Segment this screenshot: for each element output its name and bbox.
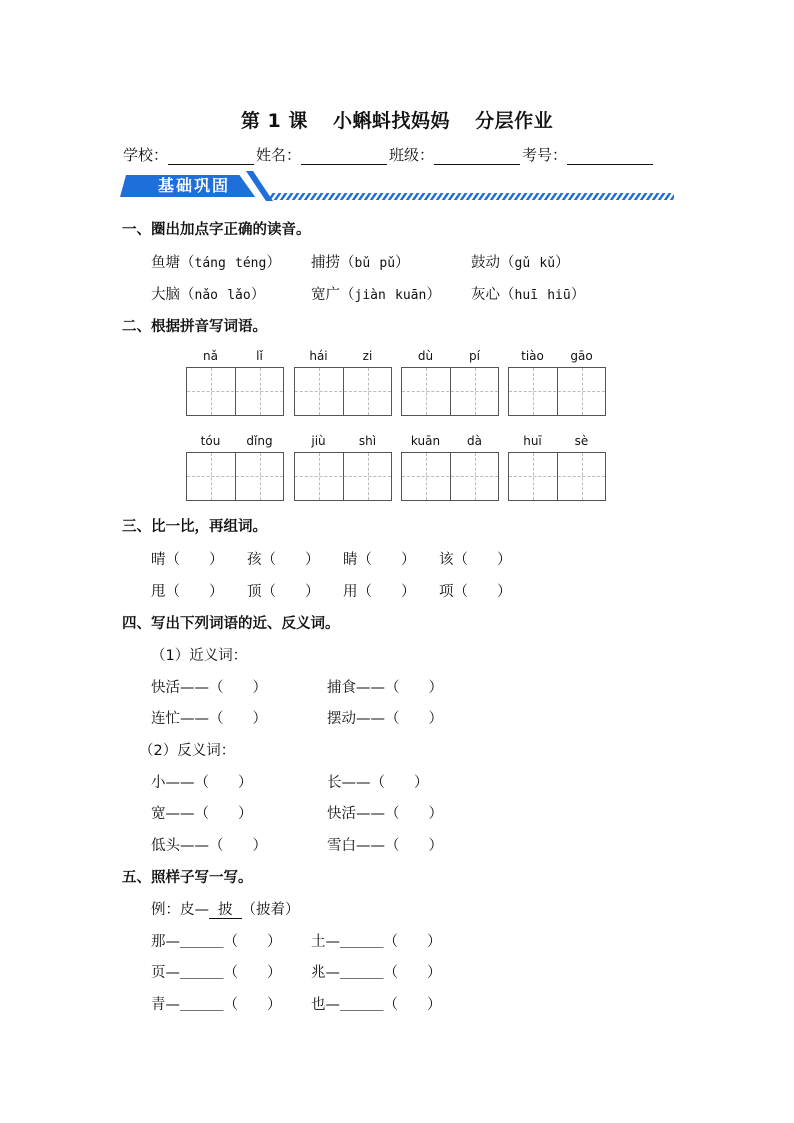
antonym-item: 快活——（ ）	[327, 806, 443, 822]
section-1-heading: 一、圈出加点字正确的读音。	[122, 222, 311, 238]
banner-label: 基础巩固	[157, 176, 230, 195]
s3-item: 孩（ ）	[247, 552, 320, 568]
s1-item: 灰心（huī hiū）	[471, 287, 586, 303]
s1-item: 捕捞（bǔ pǔ）	[311, 255, 410, 271]
synonym-item: 连忙——（ ）	[151, 711, 267, 727]
name-label: 姓名：	[256, 146, 302, 164]
synonym-subheading: （1）近义词：	[151, 648, 248, 664]
s5-item: 青—＿＿＿（ ）	[151, 997, 282, 1013]
section-2-heading: 二、根据拼音写词语。	[122, 319, 267, 335]
example-line: 例：皮— 披 （披着）	[151, 902, 300, 918]
lesson-suffix: 分层作业	[475, 110, 554, 132]
writing-box[interactable]	[294, 367, 392, 416]
s1-item: 大脑（nǎo lǎo）	[151, 287, 266, 303]
s3-item: 晴（ ）	[151, 552, 224, 568]
lesson-name: 小蝌蚪找妈妈	[332, 110, 450, 132]
s5-item: 那—＿＿＿（ ）	[151, 934, 282, 950]
s1-item: 宽广（jiàn kuān）	[311, 287, 441, 303]
exam-no-blank[interactable]	[567, 148, 653, 165]
s5-item: 也—＿＿＿（ ）	[311, 997, 442, 1013]
s3-item: 用（ ）	[343, 584, 416, 600]
antonym-item: 宽——（ ）	[151, 806, 253, 822]
writing-box[interactable]	[186, 452, 284, 501]
antonym-item: 长——（ ）	[327, 775, 429, 791]
s3-item: 甩（ ）	[151, 584, 224, 600]
synonym-item: 快活——（ ）	[151, 680, 267, 696]
writing-box[interactable]	[508, 367, 606, 416]
section-4-heading: 四、写出下列词语的近、反义词。	[122, 616, 340, 632]
class-label: 班级：	[389, 146, 435, 164]
class-blank[interactable]	[434, 148, 520, 165]
banner-hatch-bar	[270, 193, 674, 200]
s3-item: 该（ ）	[439, 552, 512, 568]
example-answer: 披	[209, 902, 242, 919]
antonym-item: 雪白——（ ）	[327, 838, 443, 854]
antonym-item: 小——（ ）	[151, 775, 253, 791]
school-label: 学校：	[123, 146, 169, 164]
synonym-item: 捕食——（ ）	[327, 680, 443, 696]
s3-item: 顶（ ）	[247, 584, 320, 600]
s3-item: 项（ ）	[439, 584, 512, 600]
s1-item: 鼓动（gǔ kǔ）	[471, 255, 570, 271]
s5-item: 兆—＿＿＿（ ）	[311, 965, 442, 981]
page-title	[0, 106, 794, 133]
student-info-line	[123, 144, 655, 165]
school-blank[interactable]	[168, 148, 254, 165]
section-3-heading: 三、比一比，再组词。	[122, 519, 267, 535]
writing-box[interactable]	[508, 452, 606, 501]
s5-item: 页—＿＿＿（ ）	[151, 965, 282, 981]
synonym-item: 摆动——（ ）	[327, 711, 443, 727]
writing-box[interactable]	[186, 367, 284, 416]
exam-no-label: 考号：	[522, 146, 568, 164]
section-5-heading: 五、照样子写一写。	[122, 870, 253, 886]
writing-box[interactable]	[401, 367, 499, 416]
writing-box[interactable]	[294, 452, 392, 501]
s5-item: 土—＿＿＿（ ）	[311, 934, 442, 950]
writing-box[interactable]	[401, 452, 499, 501]
antonym-subheading: （2）反义词：	[139, 743, 236, 759]
s3-item: 睛（ ）	[343, 552, 416, 568]
antonym-item: 低头——（ ）	[151, 838, 267, 854]
name-blank[interactable]	[301, 148, 387, 165]
lesson-number: 第 1 课	[240, 110, 308, 132]
s1-item: 鱼塘（táng téng）	[151, 255, 281, 271]
